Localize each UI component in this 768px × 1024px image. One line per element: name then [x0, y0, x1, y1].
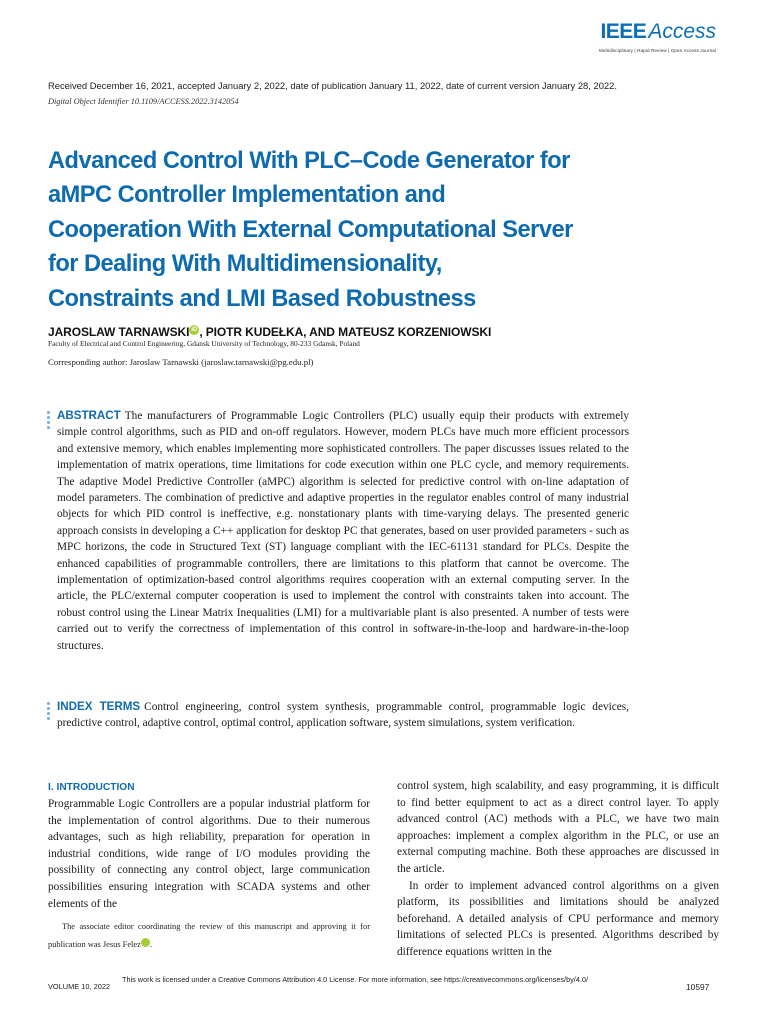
first-author: JAROSLAW TARNAWSKI [48, 325, 190, 339]
abstract-text: The manufacturers of Programmable Logic Controllers (PLC) usually equip their products with extremely simple control algorithms, such as PID and on-off regulators. However, modern PLCs have much more efficient processors and extensive memory, which enables implementing more sophisticated controllers. The paper discusses issues related to the implementation of matrix operations, time limitations for code execution within one PLC cycle, and memory requirements. The adaptive Model Predictive Controller (aMPC) algorithm is selected for predictive control with on-line adaptation of model parameters. The combination of predictive and adaptive properties in the regulator enables control of many industrial objects for which PID control is ineffective, e.g. nonstationary plants with time-varying delays. The presented generic approach consists in developing a C++ application for desktop PC that generates, based on user provided parameters - such as MPC horizons, the code in Structured Text (ST) language compliant with the IEC-61131 standard for PLCs. Despite the enhanced capabilities of programmable controllers, there are limitations to this platform that cannot be overcome. The implementation of optimization-based control algorithms requires cooperation with an external computing server. In the article, the PLC/external computer cooperation is used to implement the control with constraints taken into account. The robust control using the Linear Matrix Inequalities (LMI) for a multivariable plant is also presented. A number of tests were carried out to verify the correctness of implementation of this control in software-in-the-loop and hardware-in-the-loop structures. [57, 410, 629, 652]
right-column [397, 778, 719, 961]
section-heading-introduction: I. INTRODUCTION [48, 782, 135, 793]
index-terms-marker-dots [47, 702, 51, 722]
logo-tagline: Multidisciplinary | Rapid Review | Open Access Journal [598, 48, 716, 53]
doi-label: Digital Object Identifier [48, 97, 129, 106]
title-line: Constraints and LMI Based Robustness [48, 285, 476, 312]
orcid-icon[interactable]: iD [141, 938, 150, 947]
index-terms-label: INDEX TERMS [57, 700, 141, 713]
received-dates: Received December 16, 2021, accepted January 2, 2022, date of publication January 11, 2022, date of current version January 28, 2022. [48, 80, 617, 91]
abstract-label: ABSTRACT [57, 409, 121, 422]
intro-paragraph-left: Programmable Logic Controllers are a popular industrial platform for the implementation of control algorithms. Due to their numerous advantages, such as high reliability, preparation for operation in industrial conditions, wide range of I/O modules providing the possibility of connecting any control object, large communication possibilities ensuring integration with SCADA systems and other elements of the [48, 798, 370, 910]
ieee-access-logo [592, 20, 716, 53]
title-line: for Dealing With Multidimensionality, [48, 251, 442, 278]
footnote-text: The associate editor coordinating the review of this manuscript and approving it for publication was Jesus Felez [48, 922, 370, 949]
intro-paragraph-right-1: control system, high scalability, and easy programming, it is difficult to find better equipment to act as a direct control layer. To apply advanced control (AC) methods with a PLC, we have two main approaches: implement a complex algorithm in the PLC, or use an external computing machine. Both these approaches are discussed in the article. [397, 780, 719, 875]
doi-line [48, 97, 239, 106]
editor-footnote: The associate editor coordinating the review of this manuscript and approving it for publication was Jesus Felez iD. [48, 922, 370, 949]
title-line: aMPC Controller Implementation and [48, 182, 446, 209]
index-terms [57, 699, 629, 732]
orcid-icon[interactable]: iD [189, 325, 199, 335]
other-authors: , PIOTR KUDEŁKA, AND MATEUSZ KORZENIOWSKI [199, 325, 492, 339]
logo-wordmark [592, 20, 716, 46]
footer-volume: VOLUME 10, 2022 [48, 982, 111, 991]
title-line: Cooperation With External Computational Server [48, 216, 573, 243]
abstract-marker-dots [47, 411, 51, 431]
abstract [57, 408, 629, 654]
author-list [48, 325, 491, 339]
corresponding-author: Corresponding author: Jaroslaw Tarnawski (jaroslaw.tarnawski@pg.edu.pl) [48, 357, 314, 367]
affiliation: Faculty of Electrical and Control Engineering, Gdansk University of Technology, 80-233 Gdansk, Poland [48, 339, 360, 348]
doi-value: 10.1109/ACCESS.2022.3142054 [130, 97, 239, 106]
index-terms-text: Control engineering, control system synthesis, programmable control, programmable logic devices, predictive control, adaptive control, optimal control, application software, system simulations, system verification. [57, 701, 629, 730]
title-line: Advanced Control With PLC–Code Generator for [48, 148, 570, 174]
footer-license[interactable]: This work is licensed under a Creative Commons Attribution 4.0 License. For more information, see https://creativecommons.org/licenses/by/4.0/ [122, 975, 588, 984]
logo-access-text: Access [648, 20, 716, 43]
paper-title [48, 144, 648, 316]
intro-paragraph-right-2: In order to implement advanced control algorithms on a given platform, its possibilities and limitations should be analyzed beforehand. A detailed analysis of CPU performance and memory limitations of selected PLCs is presented. Algorithms described by difference equations written in the [397, 879, 719, 958]
logo-ieee-text: IEEE [600, 20, 647, 43]
footer-page-number: 10597 [686, 982, 710, 992]
left-column [48, 780, 370, 912]
